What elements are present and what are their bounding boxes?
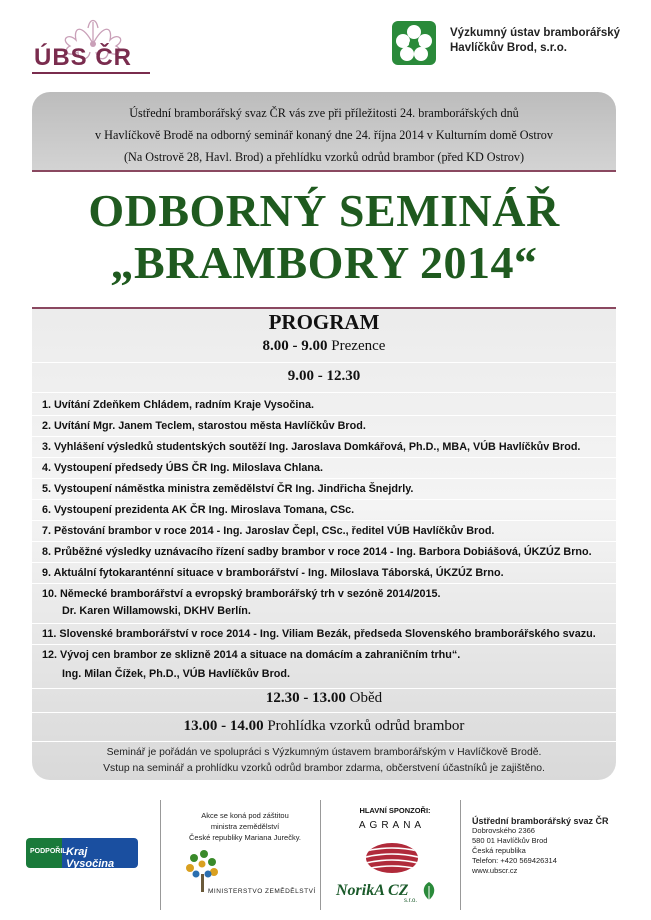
time-block-morning [32, 368, 616, 385]
ministry-label: MINISTERSTVO ZEMĚDĚLSTVÍ [208, 888, 316, 895]
program-item: 5. Vystoupení náměstka ministra zemědělství ČR Ing. Jindřicha Šnejdrly. [42, 483, 414, 495]
sponsor-separator [320, 800, 321, 910]
lunch-time: 12.30 - 13.00 [265, 690, 346, 706]
registration-label: Prezence [331, 338, 386, 354]
item-divider [32, 541, 616, 542]
patronage-text [172, 810, 318, 843]
address-country: Česká republika [472, 846, 526, 855]
sponsor-separator [160, 800, 161, 910]
vub-name-line1: Výzkumný ústav bramborářský [450, 27, 621, 39]
divider [32, 688, 616, 689]
vub-flower-logo [389, 18, 439, 68]
vub-institute-name [450, 26, 620, 56]
ubs-logo-text: ÚBS ČR [34, 44, 133, 71]
item-divider [32, 415, 616, 416]
item-divider [32, 520, 616, 521]
program-item: 12. Vývoj cen brambor ze sklizně 2014 a situace na domácím a zahraničním trhu“. [42, 649, 461, 661]
norika-sub: s.r.o. [404, 898, 418, 904]
program-item-speaker: Ing. Milan Čížek, Ph.D., VÚB Havlíčkův Brod. [62, 668, 290, 680]
program-item: 6. Vystoupení prezidenta AK ČR Ing. Miroslava Tomana, CSc. [42, 504, 355, 516]
divider [32, 392, 616, 393]
divider [32, 712, 616, 713]
program-item: 9. Aktuální fytokaranténní situace v bramborářství - Ing. Miloslava Táborská, ÚKZÚZ Brno. [42, 567, 504, 579]
intro-line3: (Na Ostrově 28, Havl. Brod) a přehlídku vzorků odrůd brambor (před KD Ostrov) [123, 150, 525, 164]
item-divider [32, 623, 616, 624]
morning-time: 9.00 - 12.30 [287, 368, 361, 384]
program-item: 4. Vystoupení předsedy ÚBS ČR Ing. Miloslava Chlana. [42, 462, 323, 474]
address-street: Dobrovského 2366 [472, 826, 535, 835]
time-block-afternoon [32, 718, 616, 735]
intro-text [38, 102, 610, 168]
item-divider [32, 562, 616, 563]
sponsor-separator [460, 800, 461, 910]
afternoon-label: Prohlídka vzorků odrůd brambor [267, 718, 465, 734]
seminar-title: ODBORNÝ SEMINÁŘ [88, 185, 560, 236]
lunch-label: Oběd [349, 690, 383, 706]
patronage-line2: ministra zemědělství [210, 822, 280, 831]
seminar-note [32, 745, 616, 777]
registration-time: 8.00 - 9.00 [262, 338, 328, 354]
program-item: 2. Uvítání Mgr. Janem Teclem, starostou města Havlíčkův Brod. [42, 420, 366, 432]
patronage-line1: Akce se koná pod záštitou [201, 811, 289, 820]
program-heading: PROGRAM [268, 310, 380, 334]
patronage-line3: České republiky Mariana Jurečky. [189, 833, 301, 842]
item-divider [32, 436, 616, 437]
divider [32, 362, 616, 363]
address-web: www.ubscr.cz [472, 866, 518, 875]
program-item: 8. Průběžné výsledky uznávacího řízení sadby brambor v roce 2014 - Ing. Barbora Dobiášová, ÚKZÚZ Brno. [42, 546, 592, 558]
item-divider [32, 478, 616, 479]
time-block-registration [32, 338, 616, 355]
item-divider [32, 457, 616, 458]
note-line2: Vstup na seminář a prohlídku vzorků odrůd brambor zdarma, občerstvení účastníků je zajištěno. [103, 763, 545, 774]
organizer-address [472, 816, 609, 876]
divider [32, 741, 616, 742]
kraj-vysocina-logo [26, 838, 138, 868]
program-item: 1. Uvítání Zdeňkem Chládem, radním Kraje Vysočina. [42, 399, 315, 411]
item-divider [32, 499, 616, 500]
address-phone: Telefon: +420 569426314 [472, 856, 557, 865]
norika-logo-text: NorikA CZ [336, 882, 409, 899]
afternoon-time: 13.00 - 14.00 [183, 718, 264, 734]
organizer-name: Ústřední bramborářský svaz ČR [472, 816, 609, 826]
program-item: 7. Pěstování brambor v roce 2014 - Ing. Jaroslav Čepl, CSc., ředitel VÚB Havlíčkův Brod. [42, 525, 495, 537]
item-divider [32, 644, 616, 645]
seminar-subtitle: „BRAMBORY 2014“ [110, 237, 538, 288]
program-item-speaker: Dr. Karen Willamowski, DKHV Berlín. [62, 605, 251, 617]
intro-line1: Ústřední bramborářský svaz ČR vás zve při příležitosti 24. bramborářských dnů [129, 106, 519, 120]
kraj-name: Kraj Vysočina [66, 846, 115, 870]
vub-name-line2: Havlíčkův Brod, s.r.o. [450, 42, 567, 54]
program-item: 11. Slovenské bramborářství v roce 2014 - Ing. Viliam Bezák, předseda Slovenského bramborářského svazu. [42, 628, 596, 640]
intro-line2: v Havlíčkově Brodě na odborný seminář konaný dne 24. října 2014 v Kulturním domě Ostrov [95, 128, 553, 142]
norika-leaf-icon [420, 880, 438, 902]
ubs-logo-underline [32, 72, 150, 74]
time-block-lunch [32, 690, 616, 707]
kraj-supported-label: PODPOŘIL [30, 848, 67, 855]
address-city: 580 01 Havlíčkův Brod [472, 836, 548, 845]
agrana-wordmark: AGRANA [358, 820, 426, 831]
program-item: 10. Německé bramborářství a evropský bramborářský trh v sezóně 2014/2015. [42, 588, 441, 600]
item-divider [32, 583, 616, 584]
program-item: 3. Vyhlášení výsledků studentských soutěží Ing. Jaroslava Domkářová, Ph.D., MBA, VÚB Havlíčkův Brod. [42, 441, 581, 453]
note-line1: Seminář je pořádán ve spolupráci s Výzkumným ústavem bramborářským v Havlíčkově Brodě. [106, 747, 542, 758]
main-sponsors-heading: HLAVNÍ SPONZOŘI: [359, 806, 431, 815]
